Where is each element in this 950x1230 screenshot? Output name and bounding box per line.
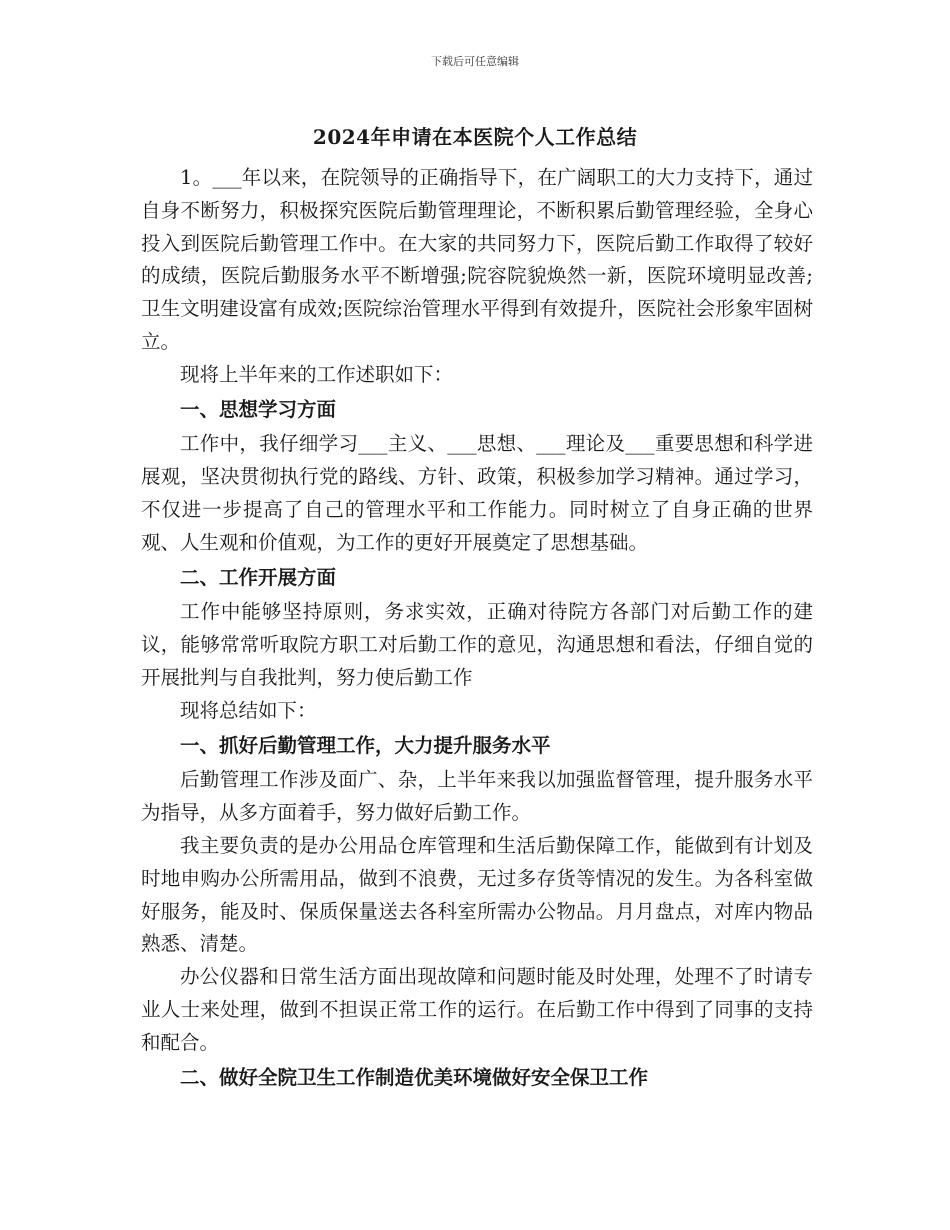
document-body bbox=[141, 162, 813, 1096]
section-heading: 二、工作开展方面 bbox=[180, 565, 337, 589]
paragraph: 现将总结如下： bbox=[180, 698, 317, 722]
paragraph: 工作中能够坚持原则，务求实效，正确对待院方各部门对后勤工作的建议，能够常常听取院方职工对后勤工作的意见，沟通思想和看法，仔细自觉的开展批判与自我批判，努力使后勤工作 bbox=[141, 600, 813, 689]
section-heading: 一、抓好后勤管理工作，大力提升服务水平 bbox=[180, 733, 551, 757]
header-note: 下载后可任意编辑 bbox=[431, 55, 519, 68]
document-title: 2024年申请在本医院个人工作总结 bbox=[312, 125, 638, 149]
section-heading: 一、思想学习方面 bbox=[180, 397, 337, 421]
paragraph: 工作中，我仔细学习___主义、___思想、___理论及___重要思想和科学进展观，坚决贯彻执行党的路线、方针、政策，积极参加学习精神。通过学习，不仅进一步提高了自己的管理水平和工作能力。同时树立了自身正确的世界观、人生观和价值观，为工作的更好开展奠定了思想基础。 bbox=[141, 432, 813, 554]
paragraph: 现将上半年来的工作述职如下： bbox=[180, 362, 454, 386]
paragraph: 1。___年以来，在院领导的正确指导下，在广阔职工的大力支持下，通过自身不断努力，积极探究医院后勤管理理论，不断积累后勤管理经验，全身心投入到医院后勤管理工作中。在大家的共同努力下，医院后勤工作取得了较好的成绩，医院后勤服务水平不断增强;院容院貌焕然一新，医院环境明显改善;卫生文明建设富有成效;医院综治管理水平得到有效提升，医院社会形象牢固树立。 bbox=[141, 166, 813, 353]
paragraph: 我主要负责的是办公用品仓库管理和生活后勤保障工作，能做到有计划及时地申购办公所需用品，做到不浪费，无过多存货等情况的发生。为各科室做好服务，能及时、保质保量送去各科室所需办公物品。月月盘点，对库内物品熟悉、清楚。 bbox=[141, 833, 813, 956]
paragraph: 办公仪器和日常生活方面出现故障和问题时能及时处理，处理不了时请专业人士来处理，做到不担误正常工作的运行。在后勤工作中得到了同事的支持和配合。 bbox=[141, 965, 813, 1054]
paragraph: 后勤管理工作涉及面广、杂，上半年来我以加强监督管理，提升服务水平为指导，从多方面着手，努力做好后勤工作。 bbox=[141, 768, 813, 825]
section-heading: 二、做好全院卫生工作制造优美环境做好安全保卫工作 bbox=[180, 1065, 649, 1089]
